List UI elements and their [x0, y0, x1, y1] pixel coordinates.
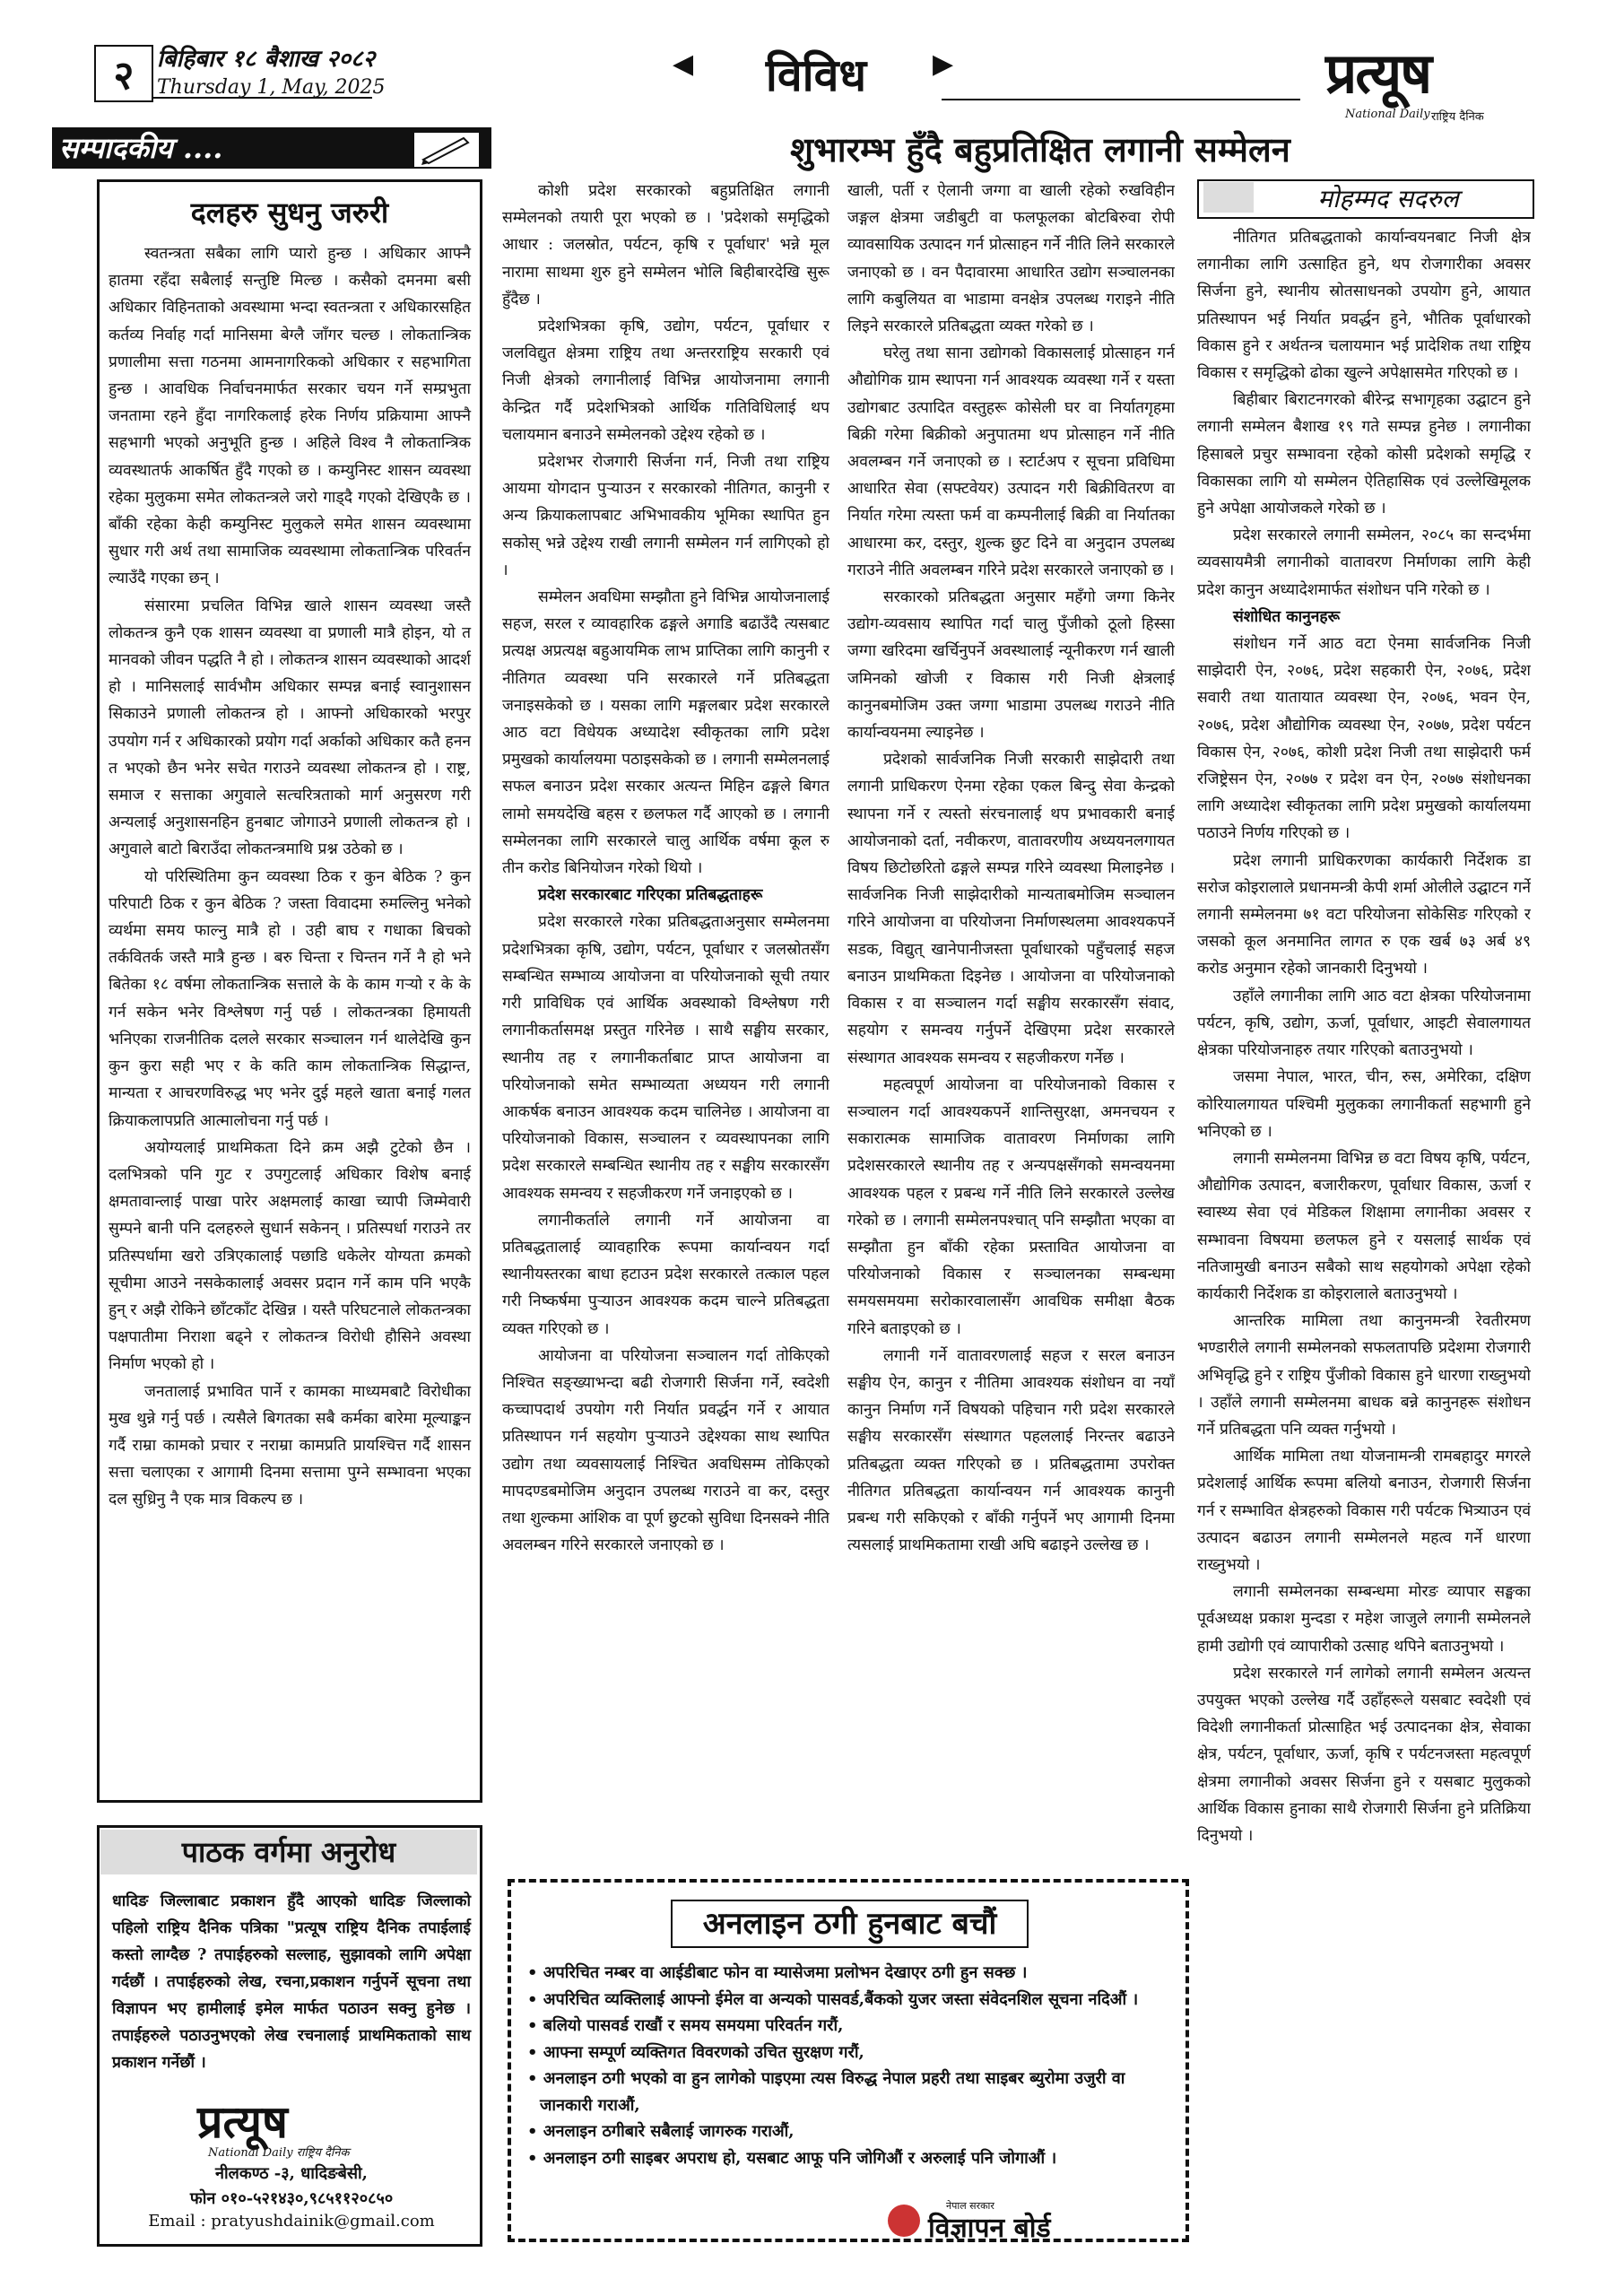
section-title: विविध — [765, 48, 867, 101]
prev-section-arrow-icon[interactable]: ◀ — [673, 48, 694, 80]
author-name: मोहम्मद सदरुल — [1317, 184, 1459, 213]
article-paragraph: लगानी सम्मेलनका सम्बन्धमा मोरङ व्यापार सङ्घका पूर्वअध्यक्ष प्रकाश मुन्दडा र महेश जाजुले लगानी सम्मेलनले हामी उद्योगी एवं व्यापारीको उत्साह थपिने बताउनुभयो । — [1197, 1583, 1531, 1656]
article-paragraph: जसमा नेपाल, भारत, चीन, रुस, अमेरिका, दक्षिण कोरियालगायत पश्चिमी मुलुकका लगानीकर्ता सहभागी हुने भनिएको छ । — [1197, 1068, 1531, 1141]
article-column-2 — [847, 178, 1175, 1841]
fraud-notice-title: अनलाइन ठगी हुनबाट बचौं — [671, 1900, 1029, 1948]
reader-request-title: पाठक वर्गमा अनुरोध — [100, 1830, 477, 1874]
fraud-notice-item: • आफ्ना सम्पूर्ण व्यक्तिगत विवरणको उचित सुरक्षण गरौं, — [527, 2042, 864, 2062]
editorial-paragraph: संसारमा प्रचलित विभिन्न खाले शासन व्यवस्था जस्तै लोकतन्त्र कुनै एक शासन व्यवस्था वा प्रणाली मात्रै होइन, यो त मानवको जीवन पद्धति नै हो । लोकतन्त्र शासन व्यवस्थाको आदर्श हो । मानिसलाई सार्वभौम अधिकार सम्पन्न बनाई स्वानुशासन सिकाउने प्रणाली लोकतन्त्र हो । आफ्नो अधिकारको भरपुर उपयोग गर्न र अधिकारको प्रयोग गर्दा अर्काको अधिकार कतै हनन त भएको छैन भनेर सचेत गराउने व्यवस्था लोकतन्त्र हो । राष्ट्र, समाज र सत्ताका अगुवाले सत्चरित्रताको मार्ग अनुसरण गरी अन्यलाई अनुशासनहिन हुनबाट जोगाउने प्रणाली लोकतन्त्र हो । अगुवाले बाटो बिराउँदा लोकतन्त्रमाथि प्रश्न उठेको छ । — [109, 596, 471, 859]
email-link[interactable]: Email : pratyushdainik@gmail.com — [148, 2212, 435, 2231]
logo-subtitle-en: National Daily — [1345, 108, 1430, 121]
article-paragraph: आयोजना वा परियोजना सञ्चालन गर्दा तोकिएको निश्चित सङ्ख्याभन्दा बढी रोजगारी सिर्जना गर्ने, स्वदेशी कच्चापदार्थ उपयोग गरी निर्यात प्रवर्द्धन गर्ने र आयात प्रतिस्थापन गर्न सहयोग पुर्‍याउने उद्देश्यका साथ स्थापित उद्योग तथा व्यवसायलाई निश्चित अवधिसम्म तोकिएको मापदण्डबमोजिम अनुदान उपलब्ध गराउने वा कर, दस्तुर तथा शुल्कमा आंशिक वा पूर्ण छुटको सुविधा दिनसक्ने नीति अवलम्बन गरिने सरकारले जनाएको छ । — [502, 1346, 829, 1555]
article-paragraph: नीतिगत प्रतिबद्धताको कार्यान्वयनबाट निजी क्षेत्र लगानीका लागि उत्साहित हुने, थप रोजगारीका अवसर सिर्जना हुने, स्थानीय स्रोतसाधनको उपयोग हुने, आयात प्रतिस्थापन भई निर्यात प्रवर्द्धन हुने, भौतिक पूर्वाधारको विकास हुने र अर्थतन्त्र चलायमान भई प्रादेशिक तथा राष्ट्रिय विकास र समृद्धिको ढोका खुल्ने अपेक्षासमेत गरिएको छ । — [1197, 229, 1531, 383]
reader-logo-subtitle: National Daily राष्ट्रिय दैनिक — [208, 2146, 350, 2160]
editorial-paragraph: अयोग्यलाई प्राथमिकता दिने क्रम अझै टुटेको छैन । दलभित्रको पनि गुट र उपगुटलाई अधिकार विशेष बनाई क्षमतावान्लाई पाखा पारेर अक्षमलाई काखा च्यापी जिम्मेवारी सुम्पने बानी पनि दलहरुले सुधार्न सकेनन् । प्रतिस्पर्धा गराउने तर प्रतिस्पर्धामा खरो उत्रिएकालाई पछाडि धकेलेर योग्यता क्रमको सूचीमा आउने नसकेकालाई अवसर प्रदान गर्ने काम पनि भएकै हुन् र अझै रोकिने छाँटकाँट देखिन्न । यस्तै परिघटनाले लोकतन्त्रका पक्षपातीमा निराशा बढ्ने र लोकतन्त्र विरोधी हौसिने अवस्था निर्माण भएको हो । — [109, 1138, 471, 1374]
fraud-notice-list — [527, 1960, 1173, 2171]
fraud-notice-item: • अनलाइन ठगीबारे सबैलाई जागरुक गराऔं, — [527, 2122, 795, 2141]
article-paragraph: महत्वपूर्ण आयोजना वा परियोजनाको विकास र सञ्चालन गर्दा आवश्यकपर्ने शान्तिसुरक्षा, अमनचयन र सकारात्मक सामाजिक वातावरण निर्माणका लागि प्रदेशसरकारले स्थानीय तह र अन्यपक्षसँगको समन्वयनमा आवश्यक पहल र प्रबन्ध गर्ने नीति लिने सरकारले उल्लेख गरेको छ । लगानी सम्मेलनपश्चात् पनि सम्झौता भएका वा सम्झौता हुन बाँकी रहेका प्रस्तावित आयोजना वा परियोजनाको विकास र सञ्चालनका सम्बन्धमा समयसमयमा सरोकारवालासँग आवधिक समीक्षा बैठक गरिने बताइएको छ । — [847, 1075, 1175, 1338]
fraud-notice-item: • अनलाइन ठगी भएको वा हुन लागेको पाइएमा त्यस विरुद्ध नेपाल प्रहरी तथा साइबर ब्युरोमा उजुरी वा जानकारी गराऔं, — [527, 2069, 1125, 2115]
editorial-paragraph: जनतालाई प्रभावित पार्ने र कामका माध्यमबाटै विरोधीका मुख थुन्ने गर्नु पर्छ । त्यसैले बिगतका सबै कर्मका बारेमा मूल्याङ्कन गर्दै राम्रा कामको प्रचार र नराम्रा कामप्रति प्रायश्चित्त गर्दै शासन सत्ता चलाएका र आगामी दिनमा सत्तामा पुग्ने सम्भावना भएका दल सुध्रिनु नै एक मात्र विकल्प छ । — [109, 1382, 471, 1509]
editorial-paragraph: स्वतन्त्रता सबैका लागि प्यारो हुन्छ । अधिकार आफ्नै हातमा रहँदा सबैलाई सन्तुष्टि मिल्छ । कसैको दमनमा बसी अधिकार विहिनताको अवस्थामा भन्दा स्वतन्त्रता र अधिकारसहित कर्तव्य निर्वाह गर्दा मानिसमा बेग्लै जाँगर चल्छ । लोकतान्त्रिक प्रणालीमा सत्ता गठनमा आमनागरिकको अधिकार र सहभागिता हुन्छ । आवधिक निर्वाचनमार्फत सरकार चयन गर्ने सम्प्रभुता जनतामा रहने हुँदा नागरिकलाई हरेक निर्णय प्रक्रियामा आफ्नै सहभागी भएको अनुभूति हुन्छ । अहिले विश्व नै लोकतान्त्रिक व्यवस्थातर्फ आकर्षित हुँदै गएको छ । कम्युनिस्ट शासन व्यवस्था रहेका मुलुकमा समेत लोकतन्त्रले जरो गाड्दै गएको देखिएकै छ । बाँकी रहेका केही कम्युनिस्ट मुलुकले समेत शासन व्यवस्थामा सुधार गरी अर्थ तथा सामाजिक व्यवस्थामा लोकतान्त्रिक परिवर्तन ल्याउँदै गएका छन् । — [109, 245, 471, 588]
nepal-emblem-icon — [888, 2205, 920, 2237]
article-paragraph: प्रदेश सरकारले लगानी सम्मेलन, २०८५ का सन्दर्भमा व्यवसायमैत्री लगानीको वातावरण निर्माणका लागि केही प्रदेश कानुन अध्यादेशमार्फत संशोधन पनि गरेको छ । — [1197, 526, 1531, 599]
editorial-title: दलहरु सुधनु जरुरी — [190, 196, 389, 230]
address-line: नीलकण्ठ -३, धादिङबेसी, — [215, 2164, 368, 2183]
editorial-box — [97, 179, 482, 1803]
article-paragraph: उहाँले लगानीका लागि आठ वटा क्षेत्रका परियोजनामा पर्यटन, कृषि, उद्योग, ऊर्जा, पूर्वाधार, आइटी सेवालगायत क्षेत्रका परियोजनाहरु तयार गरिएको बताउनुभयो । — [1197, 987, 1531, 1060]
article-paragraph: आर्थिक मामिला तथा योजनामन्त्री रामबहादुर मगरले प्रदेशलाई आर्थिक रूपमा बलियो बनाउन, रोजगारी सिर्जना गर्न र सम्भावित क्षेत्रहरुको विकास गरी पर्यटक भित्र्याउन एवं उत्पादन बढाउन लगानी सम्मेलनले महत्व गर्ने धारणा राख्नुभयो । — [1197, 1448, 1531, 1574]
reader-logo: प्रत्यूष — [197, 2095, 288, 2148]
fraud-notice-item: • अपरिचित व्यक्तिलाई आफ्नो ईमेल वा अन्यको पासवर्ड,बैंकको युजर जस्ता संवेदनशिल सूचना नदिऔं । — [527, 1989, 1139, 2009]
article-paragraph: प्रदेश लगानी प्राधिकरणका कार्यकारी निर्देशक डा सरोज कोइरालाले प्रधानमन्त्री केपी शर्मा ओलीले उद्घाटन गर्ने लगानी सम्मेलनमा ७१ वटा परियोजना सोकेसिङ गरिएको र जसको कूल अनमानित लागत रु एक खर्ब ७३ अर्ब ४९ करोड अनुमान रहेको जानकारी दिनुभयो । — [1197, 851, 1531, 978]
article-paragraph: लगानी गर्ने वातावरणलाई सहज र सरल बनाउन सङ्घीय ऐन, कानुन र नीतिमा आवश्यक संशोधन वा नयाँ कानुन निर्माण गर्ने विषयको पहिचान गरी प्रदेश सरकारले सङ्घीय सरकारसँग संस्थागत पहललाई निरन्तर बढाउने प्रतिबद्धता व्यक्त गरिएको छ । प्रतिबद्धतामा उपरोक्त नीतिगत प्रतिबद्धता कार्यान्वयन गर्न आवश्यक कानुनी प्रबन्ध गरी सकिएको र बाँकी गर्नुपर्ने भए आगामी दिनमा त्यसलाई प्राथमिकतामा राखी अघि बढाइने उल्लेख छ । — [847, 1346, 1175, 1555]
article-paragraph: लगानीकर्ताले लगानी गर्ने आयोजना वा प्रतिबद्धतालाई व्यावहारिक रूपमा कार्यान्वयन गर्दा स्थानीयस्तरका बाधा हटाउन प्रदेश सरकारले तत्काल पहल गरी निष्कर्षमा पुर्‍याउन आवश्यक कदम चाल्ने प्रतिबद्धता व्यक्त गरिएको छ । — [502, 1211, 829, 1338]
header-rule — [152, 97, 372, 99]
article-paragraph: सरकारको प्रतिबद्धता अनुसार महँगो जग्गा किनेर उद्योग-व्यवसाय स्थापित गर्दा चालु पुँजीको ठूलो हिस्सा जग्गा खरिदमा खर्चिनुपर्ने अवस्थालाई न्यूनीकरण गर्न खाली जमिनको खोजी र विकास गरी निजी क्षेत्रलाई कानुनबमोजिम उक्त जग्गा भाडामा उपलब्ध गराउने नीति कार्यान्वयनमा ल्याइनेछ । — [847, 588, 1175, 743]
article-column-3 — [1197, 224, 1531, 2260]
author-photo — [1203, 182, 1254, 213]
fraud-notice-item: • अनलाइन ठगी साइबर अपराध हो, यसबाट आफू पनि जोगिऔं र अरुलाई पनि जोगाऔं । — [527, 2148, 1057, 2168]
logo-text: प्रत्यूष — [1325, 40, 1431, 106]
article-paragraph: प्रदेश सरकारले गर्न लागेको लगानी सम्मेलन अत्यन्त उपयुक्त भएको उल्लेख गर्दै उहाँहरूले यसबाट स्वदेशी एवं विदेशी लगानीकर्ता प्रोत्साहित भई उत्पादनका क्षेत्र, सेवाका क्षेत्र, पर्यटन, पूर्वाधार, ऊर्जा, कृषि र पर्यटनजस्ता महत्वपूर्ण क्षेत्रमा लगानीको अवसर सिर्जना हुने र यसबाट मुलुकको आर्थिक विकास हुनाका साथै रोजगारी सिर्जना हुने प्रतिक्रिया दिनुभयो । — [1197, 1664, 1531, 1845]
article-paragraph: प्रदेश सरकारले गरेका प्रतिबद्धताअनुसार सम्मेलनमा प्रदेशभित्रका कृषि, उद्योग, पर्यटन, पूर्वाधार र जलस्रोतसँग सम्बन्धित सम्भाव्य आयोजना वा परियोजनाको सूची तयार गरी प्राविधिक एवं आर्थिक अवस्थाको विश्लेषण गरी लगानीकर्तासमक्ष प्रस्तुत गरिनेछ । साथै सङ्घीय सरकार, स्थानीय तह र लगानीकर्ताबाट प्राप्त आयोजना वा परियोजनाको समेत सम्भाव्यता अध्ययन गरी लगानी आकर्षक बनाउन आवश्यक कदम चालिनेछ । आयोजना वा परियोजनाको विकास, सञ्चालन र व्यवस्थापनका लागि प्रदेश सरकारले सम्बन्धित स्थानीय तह र सङ्घीय सरकारसँग आवश्यक समन्वय र सहजीकरण गर्ने जनाइएको छ । — [502, 913, 829, 1203]
masthead-logo — [1325, 38, 1530, 123]
logo-subtitle-np: राष्ट्रिय दैनिक — [1431, 110, 1484, 124]
date-nepali: बिहिबार १८ बैशाख २०८२ — [157, 46, 376, 73]
date-block — [157, 45, 386, 102]
article-paragraph: प्रदेशभित्रका कृषि, उद्योग, पर्यटन, पूर्वाधार र जलविद्युत क्षेत्रमा राष्ट्रिय तथा अन्तरराष्ट्रिय सरकारी एवं निजी क्षेत्रको लगानीलाई विभिन्न आयोजनामा लगानी केन्द्रित गर्दै प्रदेशभित्रको आर्थिक गतिविधिलाई थप चलायमान बनाउने सम्मेलनको उद्देश्य रहेको छ । — [502, 317, 829, 444]
article-paragraph: संशोधन गर्ने आठ वटा ऐनमा सार्वजनिक निजी साझेदारी ऐन, २०७६, प्रदेश सहकारी ऐन, २०७६, प्रदेश सवारी तथा यातायात व्यवस्था ऐन, २०७६, भवन ऐन, २०७६, प्रदेश औद्योगिक व्यवस्था ऐन, २०७७, प्रदेश पर्यटन विकास ऐन, २०७६, कोशी प्रदेश निजी तथा साझेदारी फर्म रजिष्ट्रेसन ऐन, २०७७ र प्रदेश वन ऐन, २०७७ संशोधनका लागि अध्यादेश स्वीकृतका लागि प्रदेश प्रमुखको कार्यालयमा पठाउने निर्णय गरिएको छ । — [1197, 635, 1531, 843]
article-subheading: संशोधित कानुनहरू — [1233, 607, 1341, 626]
fraud-notice-item: • अपरिचित नम्बर वा आईडीबाट फोन वा म्यासेजमा प्रलोभन देखाएर ठगी हुन सक्छ । — [527, 1963, 1028, 1982]
header-rule-right — [942, 99, 1300, 100]
pen-icon — [413, 131, 481, 169]
next-section-arrow-icon[interactable]: ▶ — [933, 48, 954, 80]
article-subheading: प्रदेश सरकारबाट गरिएका प्रतिबद्धताहरू — [538, 886, 763, 905]
article-paragraph: खाली, पर्ती र ऐलानी जग्गा वा खाली रहेको रुखविहीन जङ्गल क्षेत्रमा जडीबुटी वा फलफूलका बोटबिरुवा रोपी व्यावसायिक उत्पादन गर्न प्रोत्साहन गर्ने नीति लिने सरकारले जनाएको छ । वन पैदावारमा आधारित उद्योग सञ्चालनका लागि कबुलियत वा भाडामा वनक्षेत्र उपलब्ध गराइने नीति लिइने सरकारले प्रतिबद्धता व्यक्त गरेको छ । — [847, 182, 1175, 336]
reader-request-text: धादिङ जिल्लाबाट प्रकाशन हुँदै आएको धादिङ जिल्लाको पहिलो राष्ट्रिय दैनिक पत्रिका "प्रत्यूष राष्ट्रिय दैनिक तपाईलाई कस्तो लाग्दैछ ? तपाईहरुको सल्लाह, सुझावको लागि अपेक्षा गर्दछौं । तपाईहरुको लेख, रचना,प्रकाशन गर्नुपर्ने सूचना तथा विज्ञापन भए हामीलाई इमेल मार्फत पठाउन सक्नु हुनेछ । तपाईहरुले पठाउनुभएको लेख रचनालाई प्राथमिकताको साथ प्रकाशन गर्नेछौं । — [112, 1892, 471, 2072]
issuer-small: नेपाल सरकार — [946, 2200, 994, 2212]
article-paragraph: प्रदेशभर रोजगारी सिर्जना गर्न, निजी तथा राष्ट्रिय आयमा योगदान पुर्‍याउन र सरकारको नीतिगत, कानुनी र अन्य क्रियाकलापबाट अभिभावकीय भूमिका स्थापित हुन सकोस् भन्ने उद्देश्य राखी लगानी सम्मेलन गर्न लागिएको हो । — [502, 453, 829, 579]
article-paragraph: प्रदेशको सार्वजनिक निजी सरकारी साझेदारी तथा लगानी प्राधिकरण ऐनमा रहेका एकल बिन्दु सेवा केन्द्रको स्थापना गर्ने र त्यस्तो संरचनालाई थप प्रभावकारी बनाई आयोजनाको दर्ता, नवीकरण, वातावरणीय अध्ययनलगायत विषय छिटोछरितो ढङ्गले सम्पन्न गरिने व्यवस्था मिलाइनेछ । सार्वजनिक निजी साझेदारीको मान्यताबमोजिम सञ्चालन गरिने आयोजना वा परियोजना निर्माणस्थलमा आवश्यकपर्ने सडक, विद्युत् खानेपानीजस्ता पूर्वाधारको पहुँचलाई सहज बनाउन प्राथमिकता दिइनेछ । आयोजना वा परियोजनाको विकास र वा सञ्चालन गर्दा सङ्घीय सरकारसँग संवाद, सहयोग र समन्वय गर्नुपर्ने देखिएमा प्रदेश सरकारले संस्थागत आवश्यक समन्वय र सहजीकरण गर्नेछ । — [847, 751, 1175, 1067]
article-paragraph: घरेलु तथा साना उद्योगको विकासलाई प्रोत्साहन गर्न औद्योगिक ग्राम स्थापना गर्न आवश्यक व्यवस्था गर्ने र यस्ता उद्योगबाट उत्पादित वस्तुहरू कोसेली घर वा निर्यातगृहमा बिक्री गरेमा बिक्रीको अनुपातमा थप प्रोत्साहन गर्ने नीति अवलम्बन गर्ने जनाएको छ । स्टार्टअप र सूचना प्रविधिमा आधारित सेवा (सफ्टवेयर) उत्पादन गरी बिक्रीवितरण वा निर्यात गरेमा त्यस्ता फर्म वा कम्पनीलाई बिक्री वा निर्यातका आधारमा कर, दस्तुर, शुल्क छुट दिने वा अनुदान उपलब्ध गराउने नीति अवलम्बन गरिने प्रदेश सरकारले जनाएको छ । — [847, 344, 1175, 579]
article-paragraph: कोशी प्रदेश सरकारको बहुप्रतिक्षित लगानी सम्मेलनको तयारी पूरा भएको छ । 'प्रदेशको समृद्धिको आधार : जलस्रोत, पर्यटन, कृषि र पूर्वाधार' भन्ने मूल नारामा साथमा शुरु हुने सम्मेलन भोलि बिहीबारदेखि सुरू हुँदैछ । — [502, 182, 829, 309]
editorial-label: सम्पादकीय .... — [52, 127, 491, 169]
fraud-notice-item: • बलियो पासवर्ड राखौं र समय समयमा परिवर्तन गरौं, — [527, 2016, 844, 2035]
reader-address — [112, 2161, 471, 2212]
phone-line: फोन ०१०-५२१४३०,९८५११२०८५० — [189, 2189, 394, 2208]
article-column-1 — [502, 178, 829, 1841]
article-paragraph: बिहीबार बिराटनगरको बीरेन्द्र सभागृहका उद्घाटन हुने लगानी सम्मेलन बैशाख १९ गते सम्पन्न हुनेछ । लगानीका हिसाबले प्रचुर सम्भावना रहेको कोसी प्रदेशको समृद्धि र विकासका लागि यो सम्मेलन ऐतिहासिक एवं उल्लेखिमूलक हुने अपेक्षा आयोजकले गरेको छ । — [1197, 391, 1531, 518]
article-paragraph: सम्मेलन अवधिमा सम्झौता हुने विभिन्न आयोजनालाई सहज, सरल र व्यावहारिक ढङ्गले अगाडि बढाउँदै त्यसबाट प्रत्यक्ष अप्रत्यक्ष बहुआयमिक लाभ प्राप्तिका लागि कानुनी र नीतिगत व्यवस्था पनि सरकारले गर्ने प्रतिबद्धता जनाइसकेको छ । यसका लागि मङ्गलबार प्रदेश सरकारले आठ वटा विधेयक अध्यादेश स्वीकृतका लागि प्रदेश प्रमुखको कार्यालयमा पठाइसकेको छ । लगानी सम्मेलनलाई सफल बनाउन प्रदेश सरकार अत्यन्त मिहिन ढङ्गले बिगत लामो समयदेखि बहस र छलफल गर्दै आएको छ । लगानी सम्मेलनका लागि सरकारले चालु आर्थिक वर्षमा कूल रु तीन करोड बिनियोजन गरेको थियो । — [502, 588, 829, 878]
page-number: २ — [94, 45, 153, 102]
article-paragraph: लगानी सम्मेलनमा विभिन्न छ वटा विषय कृषि, पर्यटन, औद्योगिक उत्पादन, बजारीकरण, पूर्वाधार विकास, ऊर्जा र स्वास्थ्य सेवा एवं मेडिकल शिक्षामा लगानीका अवसर र सम्भावना विषयमा छलफल हुने र यसलाई सार्थक एवं नतिजामुखी बनाउन सबैको साथ सहयोगको अपेक्षा रहेको कार्यकारी निर्देशक डा कोइरालाले बताउनुभयो । — [1197, 1149, 1531, 1303]
date-english: Thursday 1, May, 2025 — [157, 76, 386, 99]
article-paragraph: आन्तरिक मामिला तथा कानुनमन्त्री रेवतीरमण भण्डारीले लगानी सम्मेलनको सफलतापछि प्रदेशमा रोजगारी अभिवृद्धि हुने र राष्ट्रिय पुँजीको विकास हुने धारणा राख्नुभयो । उहाँले लगानी सम्मेलनमा बाधक बन्ने कानुनहरू संशोधन गर्ने प्रतिबद्धता पनि व्यक्त गर्नुभयो । — [1197, 1312, 1531, 1439]
article-headline: शुभारम्भ हुँदै बहुप्रतिक्षित लगानी सम्मेलन — [790, 129, 1290, 170]
issuer-name: विज्ञापन बोर्ड — [928, 2213, 1051, 2244]
editorial-paragraph: यो परिस्थितिमा कुन व्यवस्था ठिक र कुन बेठिक ? कुन परिपाटी ठिक र कुन बेठिक ? जस्ता विवादमा रुमल्लिनु भनेको व्यर्थमा समय फाल्नु मात्रै हो । उही बाघ र गधाका बिचको तर्कवितर्क जस्तै मात्रै हुन्छ । बरु चिन्ता र चिन्तन गर्ने नै हो भने बितेका १८ वर्षमा लोकतान्त्रिक सत्ताले के के काम गऱ्यो र के के गर्न सकेन भनेर विश्लेषण गर्नु पर्छ । लोकतन्त्रका हिमायती भनिएका राजनीतिक दलले सरकार सञ्चालन गर्न थालेदेखि कुन कुन कुरा सही भए र के कति काम लोकतान्त्रिक सिद्धान्त, मान्यता र आचरणविरुद्ध भए भनेर दुई महले खाता बनाई गलत क्रियाकलापप्रति आत्मालोचना गर्नु पर्छ । — [109, 867, 471, 1130]
